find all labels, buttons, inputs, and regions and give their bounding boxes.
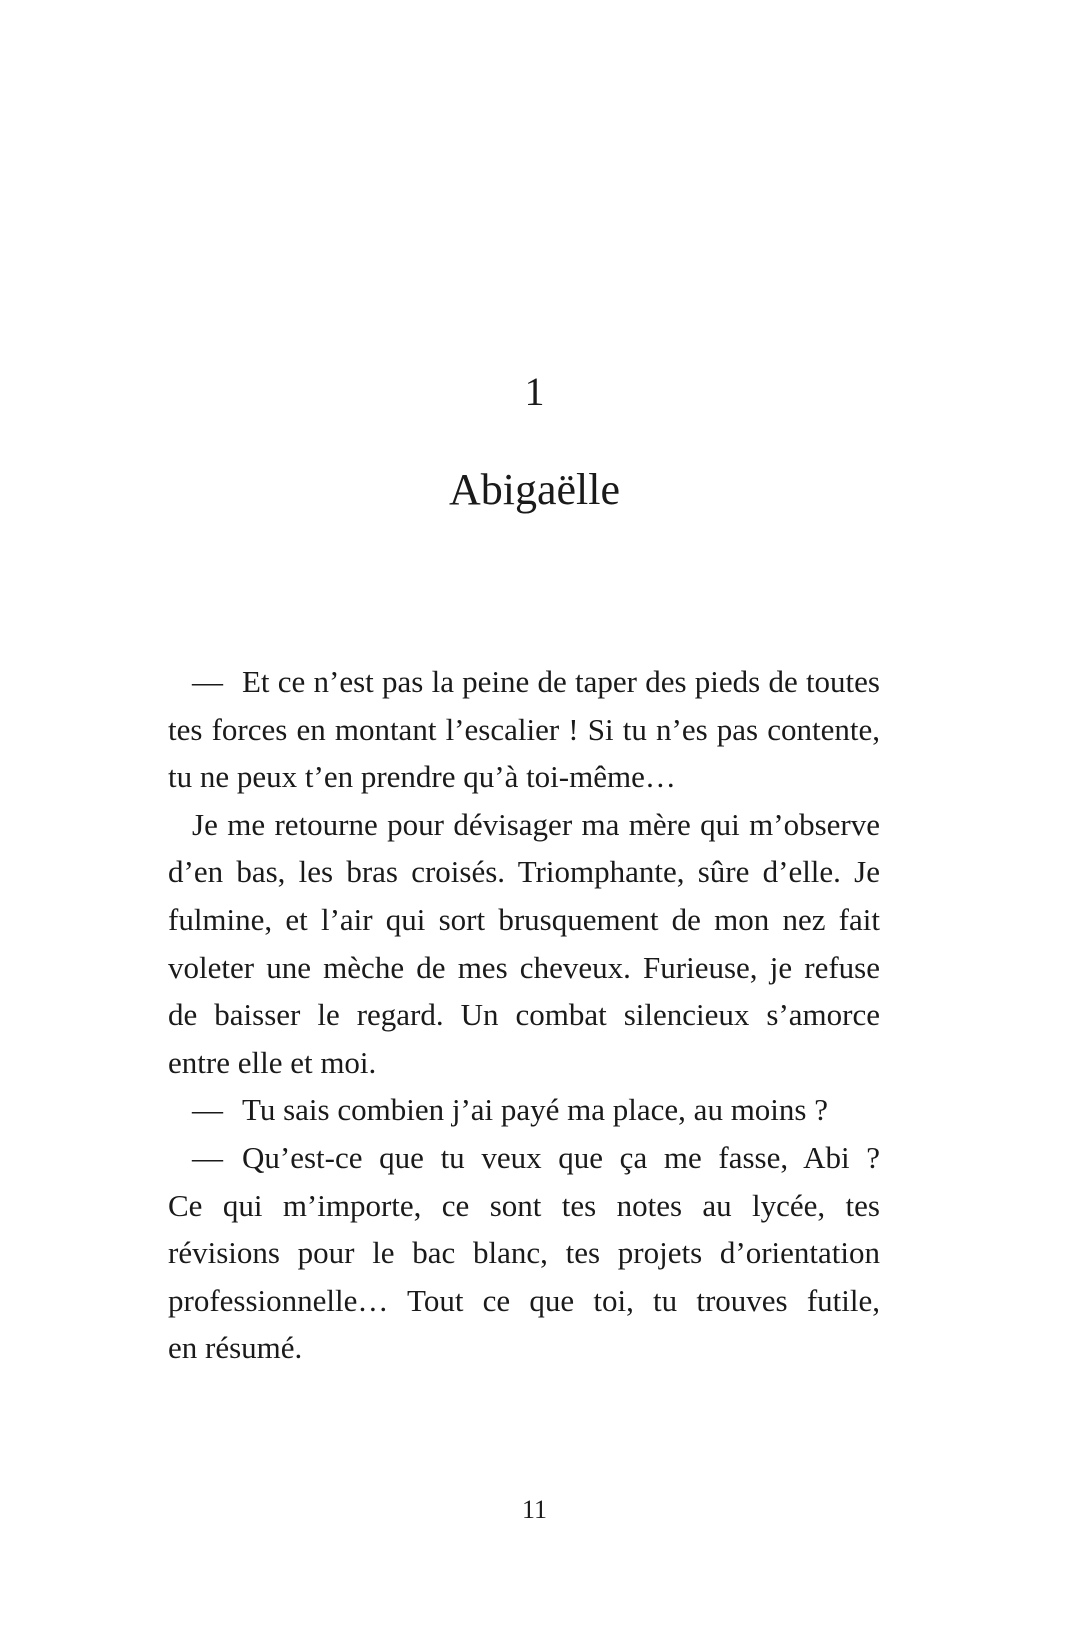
chapter-title: Abigaëlle [448, 465, 621, 514]
text-line: en résumé. [168, 1330, 303, 1366]
page-number: 11 [521, 1495, 548, 1524]
chapter-number: 1 [524, 369, 545, 414]
text-line: révisions pour le bac blanc, tes projets d’orientation [168, 1235, 880, 1271]
text-line: Je me retourne pour dévisager ma mère qui m’observe [192, 806, 880, 842]
body-text [168, 658, 880, 1372]
text-line: tu ne peux t’en prendre qu’à toi-même… [168, 759, 676, 795]
text-line: entre elle et moi. [168, 1044, 377, 1080]
line-text: Tu sais combien j’ai payé ma place, au moins ? [242, 1092, 828, 1128]
dialogue-line [168, 1086, 880, 1134]
line-text: Et ce n’est pas la peine de taper des pieds de toutes [242, 664, 880, 699]
text-line: professionnelle… Tout ce que toi, tu trouves futile, [168, 1282, 880, 1318]
em-dash: — [192, 664, 223, 699]
text-line: d’en bas, les bras croisés. Triomphante, sûre d’elle. Je [168, 854, 880, 890]
dialogue-line [168, 1134, 880, 1182]
text-line: voleter une mèche de mes cheveux. Furieuse, je refuse [168, 949, 880, 985]
dialogue-line [168, 658, 880, 706]
text-line: de baisser le regard. Un combat silencieux s’amorce [168, 997, 880, 1033]
text-line: fulmine, et l’air qui sort brusquement de mon nez fait [168, 901, 880, 937]
text-line: Ce qui m’importe, ce sont tes notes au lycée, tes [168, 1187, 880, 1223]
text-line: tes forces en montant l’escalier ! Si tu n’es pas contente, [168, 711, 880, 747]
em-dash: — [192, 1092, 223, 1128]
line-text: Qu’est-ce que tu veux que ça me fasse, Abi ? [242, 1139, 880, 1175]
em-dash: — [192, 1139, 223, 1175]
